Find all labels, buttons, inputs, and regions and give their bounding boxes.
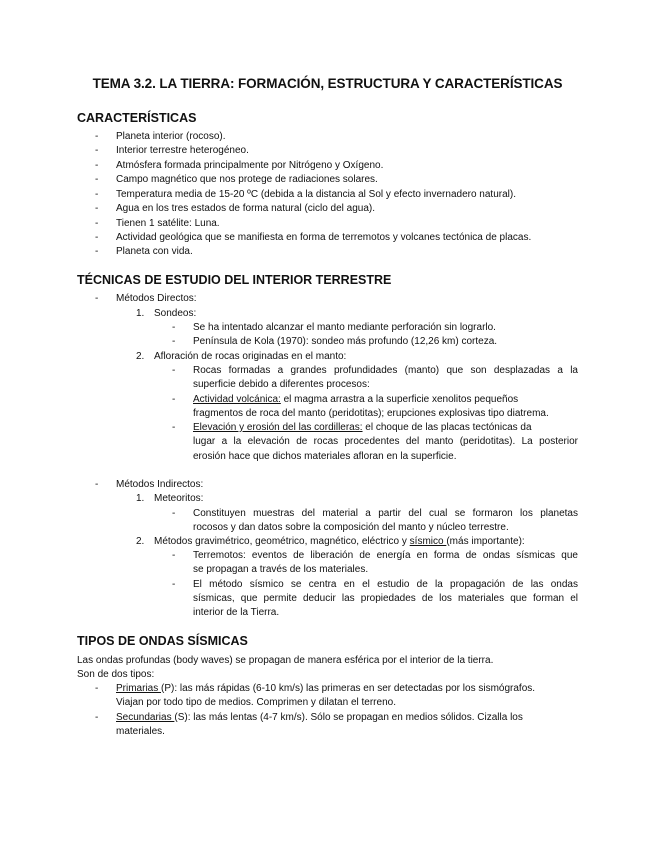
- list-item: Tienen 1 satélite: Luna.: [116, 218, 220, 229]
- underlined-term: Actividad volcánica:: [193, 394, 281, 405]
- underlined-term: sísmico: [409, 536, 447, 547]
- bullet-dash: -: [95, 145, 99, 156]
- heading-ondas: TIPOS DE ONDAS SÍSMICAS: [77, 634, 248, 648]
- list-item: Península de Kola (1970): sondeo más profundo (12,26 km) corteza.: [193, 336, 498, 347]
- ondas-primarias-line-1: Primarias (P): las más rápidas (6-10 km/s) las primeras en ser detectadas por los sismógrafos.: [116, 683, 536, 694]
- bullet-dash: -: [172, 508, 176, 519]
- bullet-dash: -: [95, 131, 99, 142]
- afloracion-item-1-line-2: superficie debido a diferentes procesos:: [193, 379, 370, 390]
- bullet-dash: -: [95, 683, 99, 694]
- bullet-dash: -: [95, 174, 99, 185]
- metodos-geofisicos-label: Métodos gravimétrico, geométrico, magnético, eléctrico y sísmico (más importante):: [154, 536, 525, 547]
- list-item: Planeta con vida.: [116, 246, 193, 257]
- ondas-primarias-line-2: Viajan por todo tipo de medios. Comprimen y dilatan el terreno.: [116, 697, 396, 708]
- bullet-dash: -: [95, 160, 99, 171]
- afloracion-label: Afloración de rocas originadas en el manto:: [154, 351, 347, 362]
- terremotos-line-2: se propagan a través de los materiales.: [193, 564, 369, 575]
- ondas-secundarias-line-1: Secundarias (S): las más lentas (4-7 km/s). Sólo se propagan en medios sólidos. Cizalla los: [116, 712, 523, 723]
- list-item: Campo magnético que nos protege de radiaciones solares.: [116, 174, 378, 185]
- afloracion-item-2-line-2: fragmentos de roca del manto (peridotitas); erupciones explosivas tipo diatrema.: [193, 408, 549, 419]
- bullet-dash: -: [172, 365, 176, 376]
- bullet-dash: -: [95, 712, 99, 723]
- bullet-dash: -: [172, 422, 176, 433]
- bullet-dash: -: [172, 394, 176, 405]
- list-item: Interior terrestre heterogéneo.: [116, 145, 249, 156]
- list-number: 1.: [136, 308, 145, 319]
- bullet-dash: -: [95, 218, 99, 229]
- bullet-dash: -: [172, 336, 176, 347]
- bullet-dash: -: [172, 579, 176, 590]
- bullet-dash: -: [95, 189, 99, 200]
- list-item: Planeta interior (rocoso).: [116, 131, 226, 142]
- bullet-dash: -: [172, 322, 176, 333]
- page-title: TEMA 3.2. LA TIERRA: FORMACIÓN, ESTRUCTURA Y CARACTERÍSTICAS: [92, 76, 563, 91]
- bullet-dash: -: [95, 203, 99, 214]
- underlined-term: Elevación y erosión del las cordilleras:: [193, 422, 363, 433]
- bullet-dash: -: [95, 293, 99, 304]
- terremotos-line-1: Terremotos: eventos de liberación de energía en forma de ondas sísmicas que: [193, 550, 578, 561]
- metodos-directos-label: Métodos Directos:: [116, 293, 197, 304]
- list-number: 1.: [136, 493, 145, 504]
- bullet-dash: -: [95, 232, 99, 243]
- list-item: Agua en los tres estados de forma natural (ciclo del agua).: [116, 203, 376, 214]
- list-item: Actividad geológica que se manifiesta en forma de terremotos y volcanes tectónica de placas.: [116, 232, 532, 243]
- list-item: Atmósfera formada principalmente por Nitrógeno y Oxígeno.: [116, 160, 384, 171]
- meteoritos-label: Meteoritos:: [154, 493, 204, 504]
- metodo-sismico-line-3: interior de la Tierra.: [193, 607, 280, 618]
- ondas-intro-1: Las ondas profundas (body waves) se propagan de manera esférica por el interior de la tierra.: [77, 655, 494, 666]
- afloracion-item-3-line-3: erosión hace que dichos materiales afloran en la superficie.: [193, 451, 457, 462]
- ondas-secundarias-line-2: materiales.: [116, 726, 165, 737]
- meteoritos-line-1: Constituyen muestras del material a partir del cual se formaron los planetas: [193, 508, 578, 519]
- bullet-dash: -: [95, 479, 99, 490]
- list-number: 2.: [136, 351, 145, 362]
- list-item: Temperatura media de 15-20 ºC (debida a la distancia al Sol y efecto invernadero natural).: [116, 189, 516, 200]
- meteoritos-line-2: rocosos y dan datos sobre la composición del manto y núcleo terrestre.: [193, 522, 509, 533]
- list-number: 2.: [136, 536, 145, 547]
- list-item: Se ha intentado alcanzar el manto mediante perforación sin lograrlo.: [193, 322, 496, 333]
- afloracion-item-3-line-1: Elevación y erosión del las cordilleras: el choque de las placas tectónicas da: [193, 422, 532, 433]
- underlined-term: Primarias: [116, 683, 162, 694]
- afloracion-item-3-line-2: lugar a la elevación de rocas procedentes del manto (peridotitas). La posterior: [193, 436, 578, 447]
- afloracion-item-2-line-1: Actividad volcánica: el magma arrastra a la superficie xenolitos pequeños: [193, 394, 519, 405]
- metodo-sismico-line-1: El método sísmico se centra en el estudio de la propagación de las ondas: [193, 579, 578, 590]
- metodo-sismico-line-2: sísmicas, que permite deducir las propiedades de los materiales que forman el: [193, 593, 578, 604]
- heading-caracteristicas: CARACTERÍSTICAS: [77, 111, 197, 125]
- underlined-term: Secundarias: [116, 712, 175, 723]
- bullet-dash: -: [172, 550, 176, 561]
- sondeos-label: Sondeos:: [154, 308, 197, 319]
- afloracion-item-1-line-1: Rocas formadas a grandes profundidades (manto) que son desplazadas a la: [193, 365, 578, 376]
- heading-tecnicas: TÉCNICAS DE ESTUDIO DEL INTERIOR TERRESTRE: [77, 273, 392, 287]
- bullet-dash: -: [95, 246, 99, 257]
- metodos-indirectos-label: Métodos Indirectos:: [116, 479, 204, 490]
- ondas-intro-2: Son de dos tipos:: [77, 669, 155, 680]
